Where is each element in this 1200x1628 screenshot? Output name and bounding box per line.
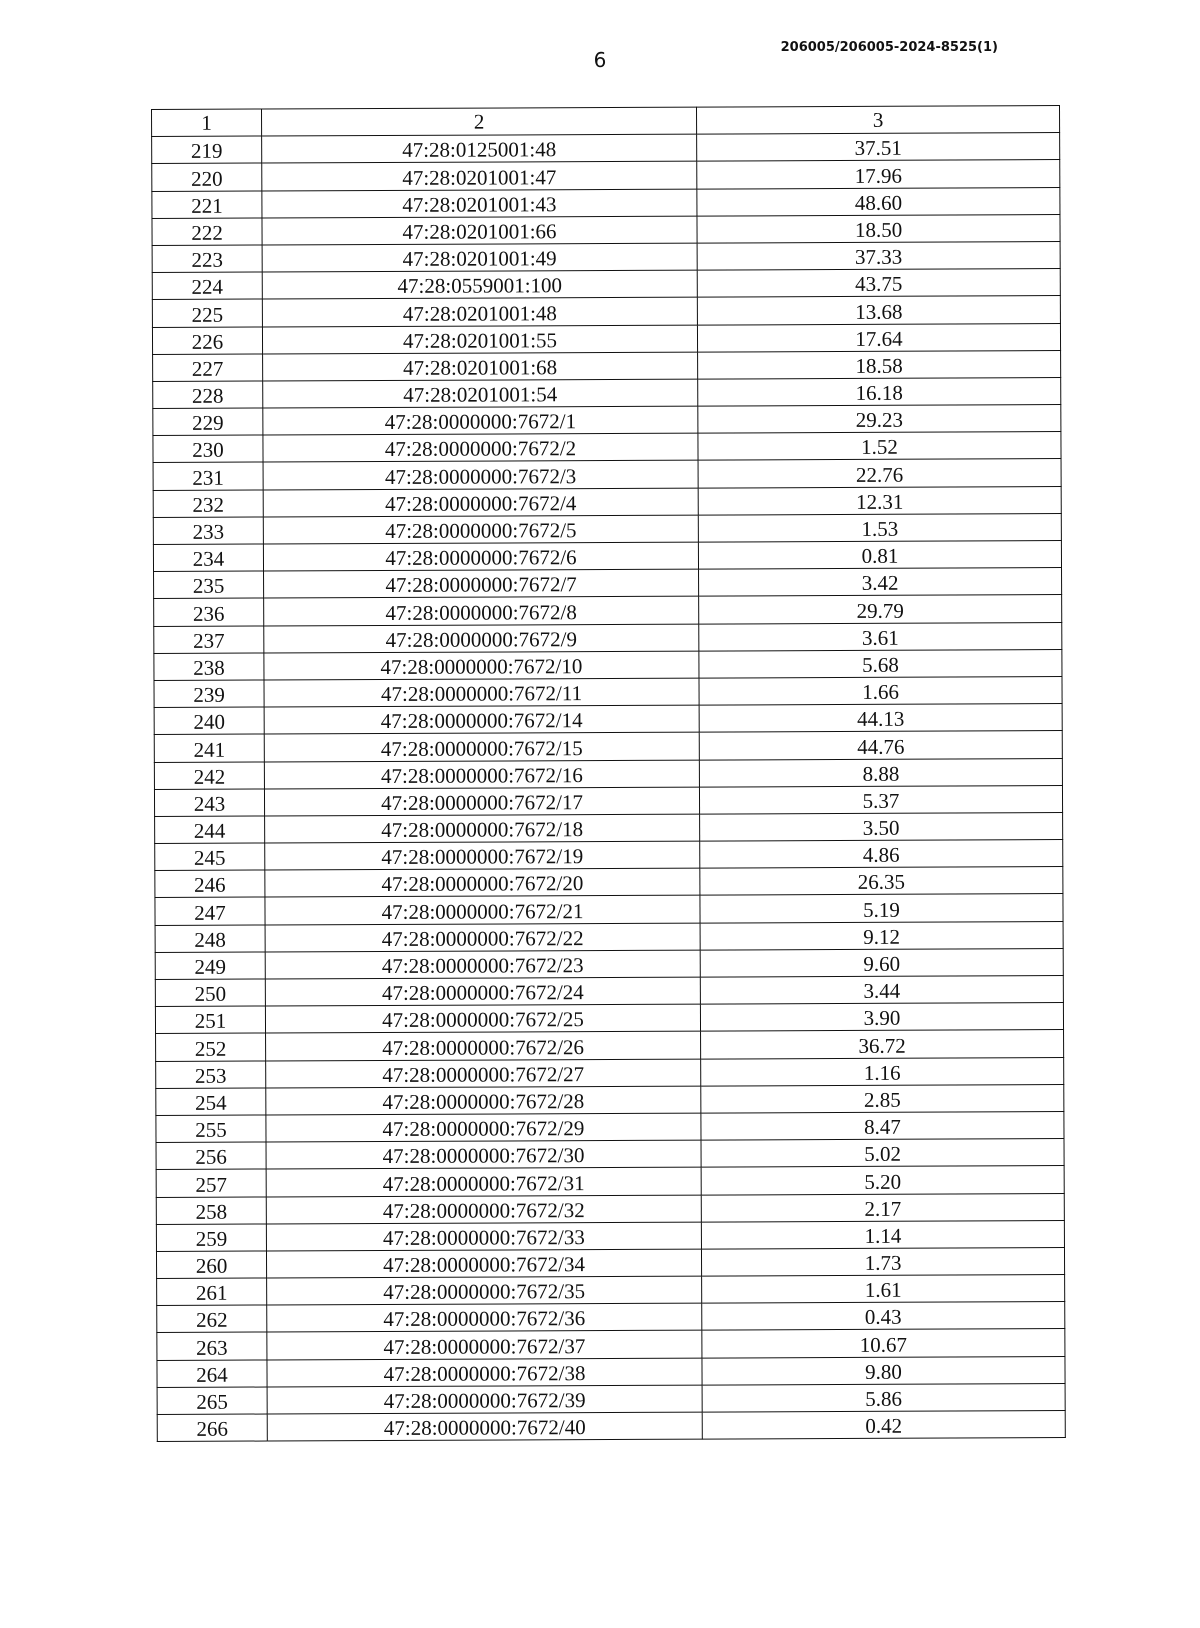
cadastral-number-cell: 47:28:0000000:7672/5 [263, 515, 698, 544]
cadastral-number-cell: 47:28:0000000:7672/11 [264, 678, 699, 707]
row-number-cell: 262 [157, 1305, 267, 1333]
value-cell: 1.16 [701, 1057, 1064, 1086]
value-cell: 5.19 [700, 894, 1063, 923]
value-cell: 12.31 [698, 486, 1061, 515]
table-row [157, 1356, 1065, 1387]
value-cell: 13.68 [697, 296, 1060, 325]
row-number-cell: 242 [154, 762, 264, 790]
row-number-cell: 233 [153, 517, 263, 545]
row-number-cell: 240 [154, 707, 264, 735]
table-row [156, 1247, 1064, 1278]
table-row [156, 1220, 1064, 1251]
row-number-cell: 257 [156, 1169, 266, 1197]
table-row [157, 1329, 1065, 1360]
row-number-cell: 221 [152, 191, 262, 219]
row-number-cell: 224 [152, 272, 262, 300]
row-number-cell: 241 [154, 734, 264, 762]
cadastral-number-cell: 47:28:0000000:7672/29 [266, 1113, 701, 1142]
row-number-cell: 219 [152, 136, 262, 164]
table-row [155, 976, 1063, 1007]
row-number-cell: 255 [156, 1115, 266, 1143]
value-cell: 1.14 [701, 1220, 1064, 1249]
value-cell: 1.61 [702, 1275, 1065, 1304]
cadastral-number-cell: 47:28:0559001:100 [262, 270, 697, 299]
table-row [155, 812, 1063, 843]
value-cell: 18.58 [698, 350, 1061, 379]
row-number-cell: 226 [152, 327, 262, 355]
value-cell: 1.53 [698, 513, 1061, 542]
cadastral-number-cell: 47:28:0000000:7672/16 [264, 760, 699, 789]
table-row [152, 296, 1060, 327]
table-row [154, 704, 1062, 735]
value-cell: 1.73 [701, 1247, 1064, 1276]
row-number-cell: 258 [156, 1197, 266, 1225]
value-cell: 10.67 [702, 1329, 1065, 1358]
cadastral-number-cell: 47:28:0000000:7672/32 [266, 1195, 701, 1224]
table-row [157, 1411, 1065, 1442]
table-row [154, 676, 1062, 707]
row-number-cell: 260 [156, 1251, 266, 1279]
table-row [152, 214, 1060, 245]
value-cell: 2.85 [701, 1084, 1064, 1113]
cadastral-number-cell: 47:28:0201001:49 [262, 243, 697, 272]
cadastral-number-cell: 47:28:0201001:47 [262, 161, 697, 190]
table-row [153, 513, 1061, 544]
table-row [154, 758, 1062, 789]
cadastral-number-cell: 47:28:0000000:7672/1 [263, 406, 698, 435]
cadastral-number-cell: 47:28:0000000:7672/36 [267, 1303, 702, 1332]
table-row [154, 649, 1062, 680]
cadastral-number-cell: 47:28:0000000:7672/31 [266, 1167, 701, 1196]
value-cell: 17.96 [697, 160, 1060, 189]
row-number-cell: 249 [155, 952, 265, 980]
row-number-cell: 247 [155, 897, 265, 925]
cadastral-number-cell: 47:28:0000000:7672/38 [267, 1358, 702, 1387]
value-cell: 0.42 [702, 1411, 1065, 1440]
value-cell: 8.47 [701, 1111, 1064, 1140]
table-row [152, 269, 1060, 300]
value-cell: 16.18 [698, 377, 1061, 406]
table-row [157, 1302, 1065, 1333]
row-number-cell: 266 [157, 1414, 267, 1442]
value-cell: 3.42 [699, 568, 1062, 597]
table-row [153, 377, 1061, 408]
cadastral-number-cell: 47:28:0000000:7672/34 [266, 1249, 701, 1278]
document-reference: 206005/206005-2024-8525(1) [780, 40, 998, 55]
row-number-cell: 238 [154, 653, 264, 681]
cadastral-number-cell: 47:28:0000000:7672/6 [263, 542, 698, 571]
row-number-cell: 259 [156, 1224, 266, 1252]
table-row [157, 1383, 1065, 1414]
row-number-cell: 223 [152, 245, 262, 273]
table-row [156, 1193, 1064, 1224]
row-number-cell: 263 [157, 1332, 267, 1360]
cadastral-number-cell: 47:28:0125001:48 [262, 134, 697, 163]
value-cell: 18.50 [697, 214, 1060, 243]
cadastral-number-cell: 47:28:0000000:7672/25 [265, 1004, 700, 1033]
cadastral-number-cell: 47:28:0201001:66 [262, 216, 697, 245]
row-number-cell: 231 [153, 462, 263, 490]
table-row [152, 133, 1060, 164]
row-number-cell: 239 [154, 680, 264, 708]
table-row [156, 1057, 1064, 1088]
value-cell: 3.61 [699, 622, 1062, 651]
cadastral-number-cell: 47:28:0000000:7672/26 [266, 1031, 701, 1060]
cadastral-number-cell: 47:28:0201001:48 [262, 297, 697, 326]
value-cell: 43.75 [697, 269, 1060, 298]
header-cell-col2: 2 [262, 107, 697, 136]
row-number-cell: 230 [153, 435, 263, 463]
cadastral-number-cell: 47:28:0000000:7672/2 [263, 433, 698, 462]
row-number-cell: 220 [152, 163, 262, 191]
table-row [156, 1111, 1064, 1142]
row-number-cell: 232 [153, 490, 263, 518]
table-row [154, 785, 1062, 816]
row-number-cell: 245 [155, 843, 265, 871]
row-number-cell: 265 [157, 1387, 267, 1415]
value-cell: 44.76 [699, 731, 1062, 760]
row-number-cell: 237 [154, 626, 264, 654]
value-cell: 37.33 [697, 241, 1060, 270]
table-row [156, 1139, 1064, 1170]
cadastral-number-cell: 47:28:0000000:7672/3 [263, 461, 698, 490]
cadastral-number-cell: 47:28:0000000:7672/27 [266, 1059, 701, 1088]
data-table-container [151, 105, 1065, 1442]
row-number-cell: 235 [154, 571, 264, 599]
cadastral-number-cell: 47:28:0201001:43 [262, 189, 697, 218]
table-row [156, 1166, 1064, 1197]
table-header-row [152, 106, 1060, 137]
cadastral-number-cell: 47:28:0000000:7672/15 [264, 732, 699, 761]
table-row [153, 432, 1061, 463]
cadastral-number-cell: 47:28:0000000:7672/21 [265, 896, 700, 925]
cadastral-number-cell: 47:28:0000000:7672/18 [265, 814, 700, 843]
row-number-cell: 252 [156, 1033, 266, 1061]
row-number-cell: 264 [157, 1360, 267, 1388]
value-cell: 9.60 [700, 948, 1063, 977]
cadastral-number-cell: 47:28:0000000:7672/28 [266, 1086, 701, 1115]
cadastral-number-cell: 47:28:0000000:7672/19 [265, 841, 700, 870]
table-row [152, 323, 1060, 354]
cadastral-number-cell: 47:28:0201001:68 [263, 352, 698, 381]
value-cell: 1.66 [699, 676, 1062, 705]
cadastral-number-cell: 47:28:0000000:7672/30 [266, 1140, 701, 1169]
cadastral-number-cell: 47:28:0000000:7672/33 [266, 1222, 701, 1251]
table-row [153, 459, 1061, 490]
row-number-cell: 225 [152, 299, 262, 327]
value-cell: 22.76 [698, 459, 1061, 488]
row-number-cell: 229 [153, 408, 263, 436]
row-number-cell: 253 [156, 1061, 266, 1089]
value-cell: 1.52 [698, 432, 1061, 461]
table-row [155, 948, 1063, 979]
value-cell: 48.60 [697, 187, 1060, 216]
value-cell: 36.72 [701, 1030, 1064, 1059]
cadastral-number-cell: 47:28:0000000:7672/4 [263, 488, 698, 517]
value-cell: 3.90 [700, 1003, 1063, 1032]
row-number-cell: 227 [153, 354, 263, 382]
row-number-cell: 248 [155, 925, 265, 953]
page-number: 6 [593, 48, 607, 72]
row-number-cell: 222 [152, 218, 262, 246]
header-cell-col1: 1 [152, 109, 262, 137]
table-row [155, 921, 1063, 952]
table-row [154, 731, 1062, 762]
table-row [156, 1084, 1064, 1115]
cadastral-number-cell: 47:28:0000000:7672/35 [267, 1276, 702, 1305]
row-number-cell: 246 [155, 870, 265, 898]
cadastral-number-cell: 47:28:0000000:7672/7 [264, 569, 699, 598]
value-cell: 5.02 [701, 1139, 1064, 1168]
table-row [154, 622, 1062, 653]
table-row [152, 187, 1060, 218]
table-row [154, 595, 1062, 626]
row-number-cell: 244 [155, 816, 265, 844]
cadastral-number-cell: 47:28:0000000:7672/8 [264, 596, 699, 625]
row-number-cell: 251 [155, 1006, 265, 1034]
value-cell: 9.12 [700, 921, 1063, 950]
table-row [156, 1030, 1064, 1061]
value-cell: 29.79 [699, 595, 1062, 624]
cadastral-number-cell: 47:28:0000000:7672/39 [267, 1385, 702, 1414]
table-row [153, 486, 1061, 517]
cadastral-number-cell: 47:28:0000000:7672/23 [265, 950, 700, 979]
cadastral-number-cell: 47:28:0000000:7672/24 [265, 977, 700, 1006]
row-number-cell: 250 [155, 979, 265, 1007]
value-cell: 5.68 [699, 649, 1062, 678]
value-cell: 9.80 [702, 1356, 1065, 1385]
value-cell: 0.81 [698, 541, 1061, 570]
value-cell: 37.51 [697, 133, 1060, 162]
table-row [155, 1003, 1063, 1034]
value-cell: 3.44 [700, 976, 1063, 1005]
cadastral-number-cell: 47:28:0000000:7672/20 [265, 868, 700, 897]
value-cell: 29.23 [698, 405, 1061, 434]
row-number-cell: 228 [153, 381, 263, 409]
row-number-cell: 261 [157, 1278, 267, 1306]
value-cell: 17.64 [697, 323, 1060, 352]
cadastral-number-cell: 47:28:0000000:7672/17 [264, 787, 699, 816]
value-cell: 0.43 [702, 1302, 1065, 1331]
table-row [157, 1275, 1065, 1306]
cadastral-number-cell: 47:28:0000000:7672/14 [264, 705, 699, 734]
table-row [155, 894, 1063, 925]
value-cell: 8.88 [699, 758, 1062, 787]
value-cell: 44.13 [699, 704, 1062, 733]
cadastral-number-cell: 47:28:0000000:7672/10 [264, 651, 699, 680]
value-cell: 3.50 [700, 812, 1063, 841]
row-number-cell: 254 [156, 1088, 266, 1116]
data-table [151, 105, 1066, 1442]
table-row [154, 568, 1062, 599]
cadastral-number-cell: 47:28:0000000:7672/40 [267, 1412, 702, 1441]
header-cell-col3: 3 [696, 106, 1059, 135]
value-cell: 5.86 [702, 1383, 1065, 1412]
cadastral-number-cell: 47:28:0000000:7672/37 [267, 1331, 702, 1360]
value-cell: 2.17 [701, 1193, 1064, 1222]
value-cell: 5.20 [701, 1166, 1064, 1195]
cadastral-number-cell: 47:28:0201001:55 [262, 325, 697, 354]
cadastral-number-cell: 47:28:0201001:54 [263, 379, 698, 408]
table-row [153, 405, 1061, 436]
cadastral-number-cell: 47:28:0000000:7672/9 [264, 624, 699, 653]
value-cell: 5.37 [699, 785, 1062, 814]
row-number-cell: 256 [156, 1142, 266, 1170]
row-number-cell: 243 [154, 789, 264, 817]
table-row [155, 867, 1063, 898]
row-number-cell: 236 [154, 598, 264, 626]
table-row [152, 241, 1060, 272]
value-cell: 26.35 [700, 867, 1063, 896]
cadastral-number-cell: 47:28:0000000:7672/22 [265, 923, 700, 952]
table-row [153, 350, 1061, 381]
row-number-cell: 234 [153, 544, 263, 572]
table-row [152, 160, 1060, 191]
table-row [155, 840, 1063, 871]
value-cell: 4.86 [700, 840, 1063, 869]
table-row [153, 541, 1061, 572]
